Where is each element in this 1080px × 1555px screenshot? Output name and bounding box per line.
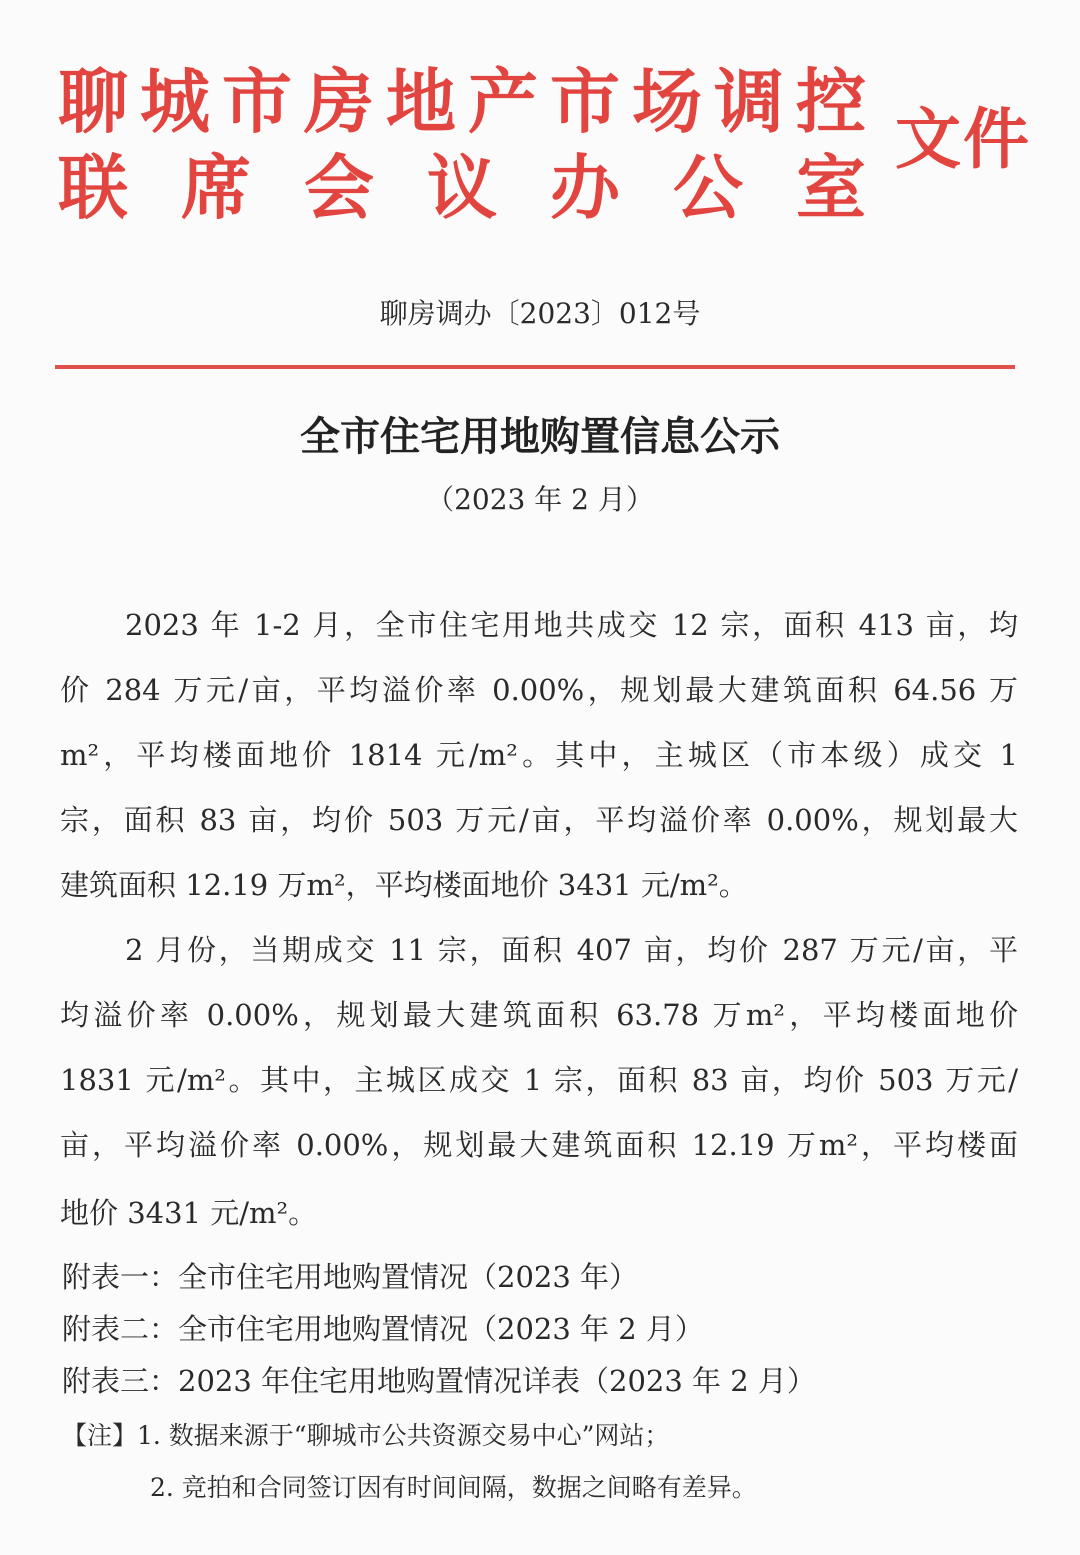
paragraph-line: 建筑面积 12.19 万m²，平均楼面地价 3431 元/m²。 [60, 868, 748, 902]
document-number: 聊房调办〔2023〕012号 [379, 297, 701, 330]
page-subtitle: （2023 年 2 月） [426, 483, 654, 516]
red-divider [55, 365, 1015, 369]
paragraph-line: 宗，面积 83 亩，均价 503 万元/亩，平均溢价率 0.00%，规划最大 [60, 803, 1018, 837]
header-line-1: 聊城市房地产市场调控 [58, 61, 866, 143]
paragraph-line: m²，平均楼面地价 1814 元/m²。其中，主城区（市本级）成交 1 [60, 738, 1018, 772]
paragraph-line: 均溢价率 0.00%，规划最大建筑面积 63.78 万m²，平均楼面地价 [60, 998, 1018, 1032]
paragraph-line: 1831 元/m²。其中，主城区成交 1 宗，面积 83 亩，均价 503 万元/ [60, 1063, 1018, 1097]
attachment-2: 附表二：全市住宅用地购置情况（2023 年 2 月） [62, 1312, 704, 1346]
note-1: 【注】1. 数据来源于“聊城市公共资源交易中心”网站； [62, 1421, 670, 1450]
paragraph-line: 亩，平均溢价率 0.00%，规划最大建筑面积 12.19 万m²，平均楼面 [60, 1128, 1018, 1162]
header-line-2: 联席会议办公室 [58, 147, 866, 229]
paragraph-line: 2023 年 1-2 月，全市住宅用地共成交 12 宗，面积 413 亩，均 [125, 608, 1018, 642]
paragraph-line: 地价 3431 元/m²。 [60, 1196, 318, 1230]
note-2: 2. 竞拍和合同签订因有时间间隔，数据之间略有差异。 [150, 1473, 757, 1502]
paragraph-line: 价 284 万元/亩，平均溢价率 0.00%，规划最大建筑面积 64.56 万 [60, 673, 1018, 707]
attachment-3: 附表三：2023 年住宅用地购置情况详表（2023 年 2 月） [62, 1364, 816, 1398]
page-title: 全市住宅用地购置信息公示 [300, 414, 780, 460]
paragraph-line: 2 月份，当期成交 11 宗，面积 407 亩，均价 287 万元/亩，平 [125, 933, 1018, 967]
attachment-1: 附表一：全市住宅用地购置情况（2023 年） [62, 1260, 639, 1294]
header-suffix: 文件 [895, 101, 1031, 178]
